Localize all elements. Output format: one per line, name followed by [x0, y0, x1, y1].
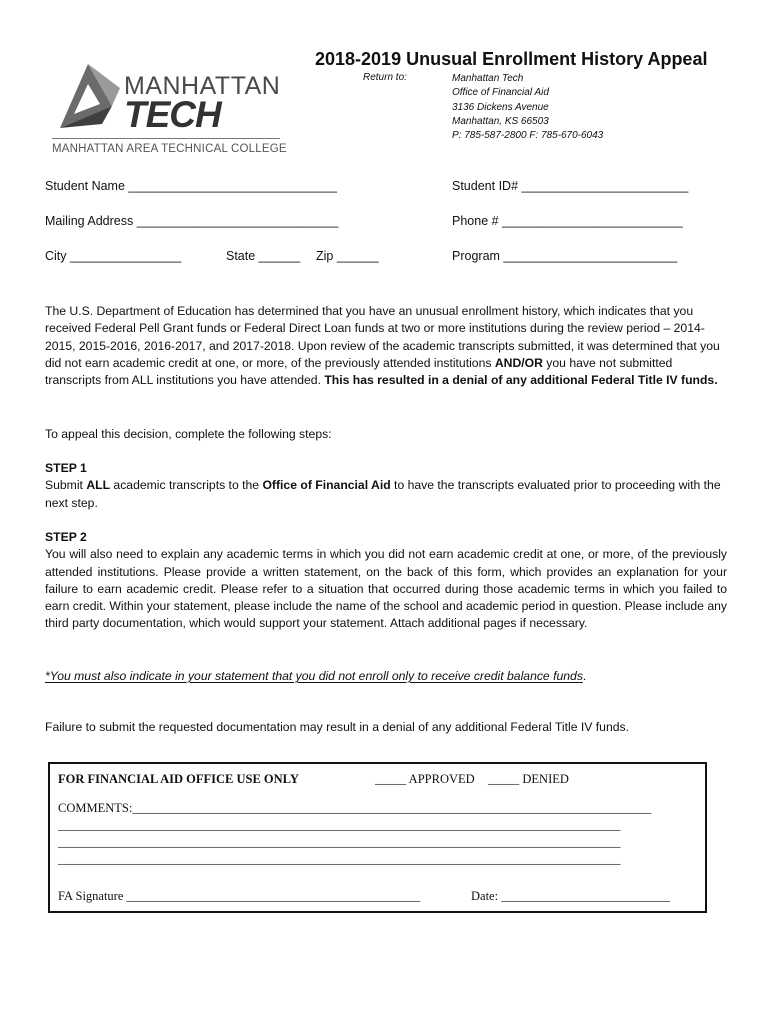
- intro-text-continued: you have not submitted transcripts from ALL institutions you have attended.: [45, 355, 673, 388]
- comments-field[interactable]: COMMENTS:___________________________________________________________________________________: [58, 801, 652, 815]
- office-use-heading: FOR FINANCIAL AID OFFICE USE ONLY: [58, 772, 299, 786]
- comments-line[interactable]: __________________________________________________________________________________________: [58, 818, 621, 832]
- fa-signature-field[interactable]: FA Signature _______________________________________________: [58, 889, 421, 903]
- zip-field[interactable]: Zip ______: [316, 249, 379, 263]
- student-id-field[interactable]: Student ID# ________________________: [452, 179, 689, 193]
- financial-aid-office-box: [48, 762, 707, 913]
- step2-text: You will also need to explain any academic terms in which you did not earn academic credit at one, or more, of the previously attended institutions. Please provide a written statement, on the back of this form, which provides an explanation for your failure to earn academic credit. Please refer to a situation that occurred during those academic terms in which you failed to earn credit. Within your statement, please include the name of the school and academic period in question. Please include any third party documentation, which would support your statement. Attach additional pages if necessary.: [45, 547, 727, 631]
- approved-checkbox[interactable]: _____ APPROVED: [375, 772, 475, 786]
- logo-subtitle: MANHATTAN AREA TECHNICAL COLLEGE: [52, 143, 287, 155]
- address-line: Office of Financial Aid: [452, 87, 549, 99]
- return-address: [452, 72, 603, 143]
- phone-field[interactable]: Phone # __________________________: [452, 214, 683, 228]
- credit-balance-note: [45, 668, 727, 685]
- date-field[interactable]: Date: ___________________________: [471, 889, 670, 903]
- appeal-intro: To appeal this decision, complete the following steps:: [45, 427, 332, 441]
- page-title: 2018-2019 Unusual Enrollment History Appeal: [315, 49, 708, 69]
- comments-line[interactable]: __________________________________________________________________________________________: [58, 835, 621, 849]
- note-period: .: [582, 669, 587, 683]
- triangle-logo-icon: [50, 58, 130, 138]
- failure-warning: Failure to submit the requested documentation may result in a denial of any additional Federal Title IV funds.: [45, 720, 629, 734]
- step1-office-emphasis: Office of Financial Aid: [262, 478, 391, 493]
- logo-name-line2: TECH: [124, 94, 221, 135]
- city-field[interactable]: City ________________: [45, 249, 182, 263]
- and-or-emphasis: AND/OR: [494, 355, 543, 370]
- step1-text: academic transcripts to the: [110, 478, 263, 493]
- address-line: Manhattan, KS 66503: [452, 115, 549, 127]
- step1-heading: STEP 1: [45, 461, 87, 475]
- step1-text: to have the transcripts evaluated prior to proceeding with the next step.: [45, 478, 721, 510]
- logo-name-line1: MANHATTAN: [124, 72, 281, 100]
- intro-text: The U.S. Department of Education has determined that you have an unusual enrollment history, which indicates that you received Federal Pell Grant funds or Federal Direct Loan funds at two or more institutions during the review period – 2014-2015, 2015-2016, 2016-2017, and 2017-2018. Upon review of the academic transcripts submitted, it was determined that you did not earn academic credit at one, or more, of the previously attended institutions: [45, 304, 720, 370]
- student-name-field[interactable]: Student Name ______________________________: [45, 179, 337, 193]
- logo-divider: [52, 138, 280, 139]
- step2-section: [45, 529, 727, 633]
- denied-checkbox[interactable]: _____ DENIED: [488, 772, 569, 786]
- program-field[interactable]: Program _________________________: [452, 249, 678, 263]
- step1-text: Submit: [45, 478, 87, 493]
- college-logo: [50, 58, 285, 158]
- state-field[interactable]: State ______: [226, 249, 301, 263]
- address-line: 3136 Dickens Avenue: [452, 101, 549, 113]
- step2-heading: STEP 2: [45, 530, 87, 544]
- address-line: Manhattan Tech: [452, 73, 524, 84]
- address-line: P: 785-587-2800 F: 785-670-6043: [452, 130, 604, 142]
- intro-paragraph: [45, 303, 727, 389]
- credit-balance-note-text: *You must also indicate in your statement that you did not enroll only to receive credit balance funds: [45, 669, 583, 683]
- step1-all-emphasis: ALL: [86, 478, 111, 493]
- return-to-label: Return to:: [363, 72, 407, 83]
- denial-statement: This has resulted in a denial of any additional Federal Title IV funds.: [324, 373, 718, 388]
- comments-line[interactable]: __________________________________________________________________________________________: [58, 852, 621, 866]
- step1-section: [45, 460, 727, 512]
- mailing-address-field[interactable]: Mailing Address _____________________________: [45, 214, 339, 228]
